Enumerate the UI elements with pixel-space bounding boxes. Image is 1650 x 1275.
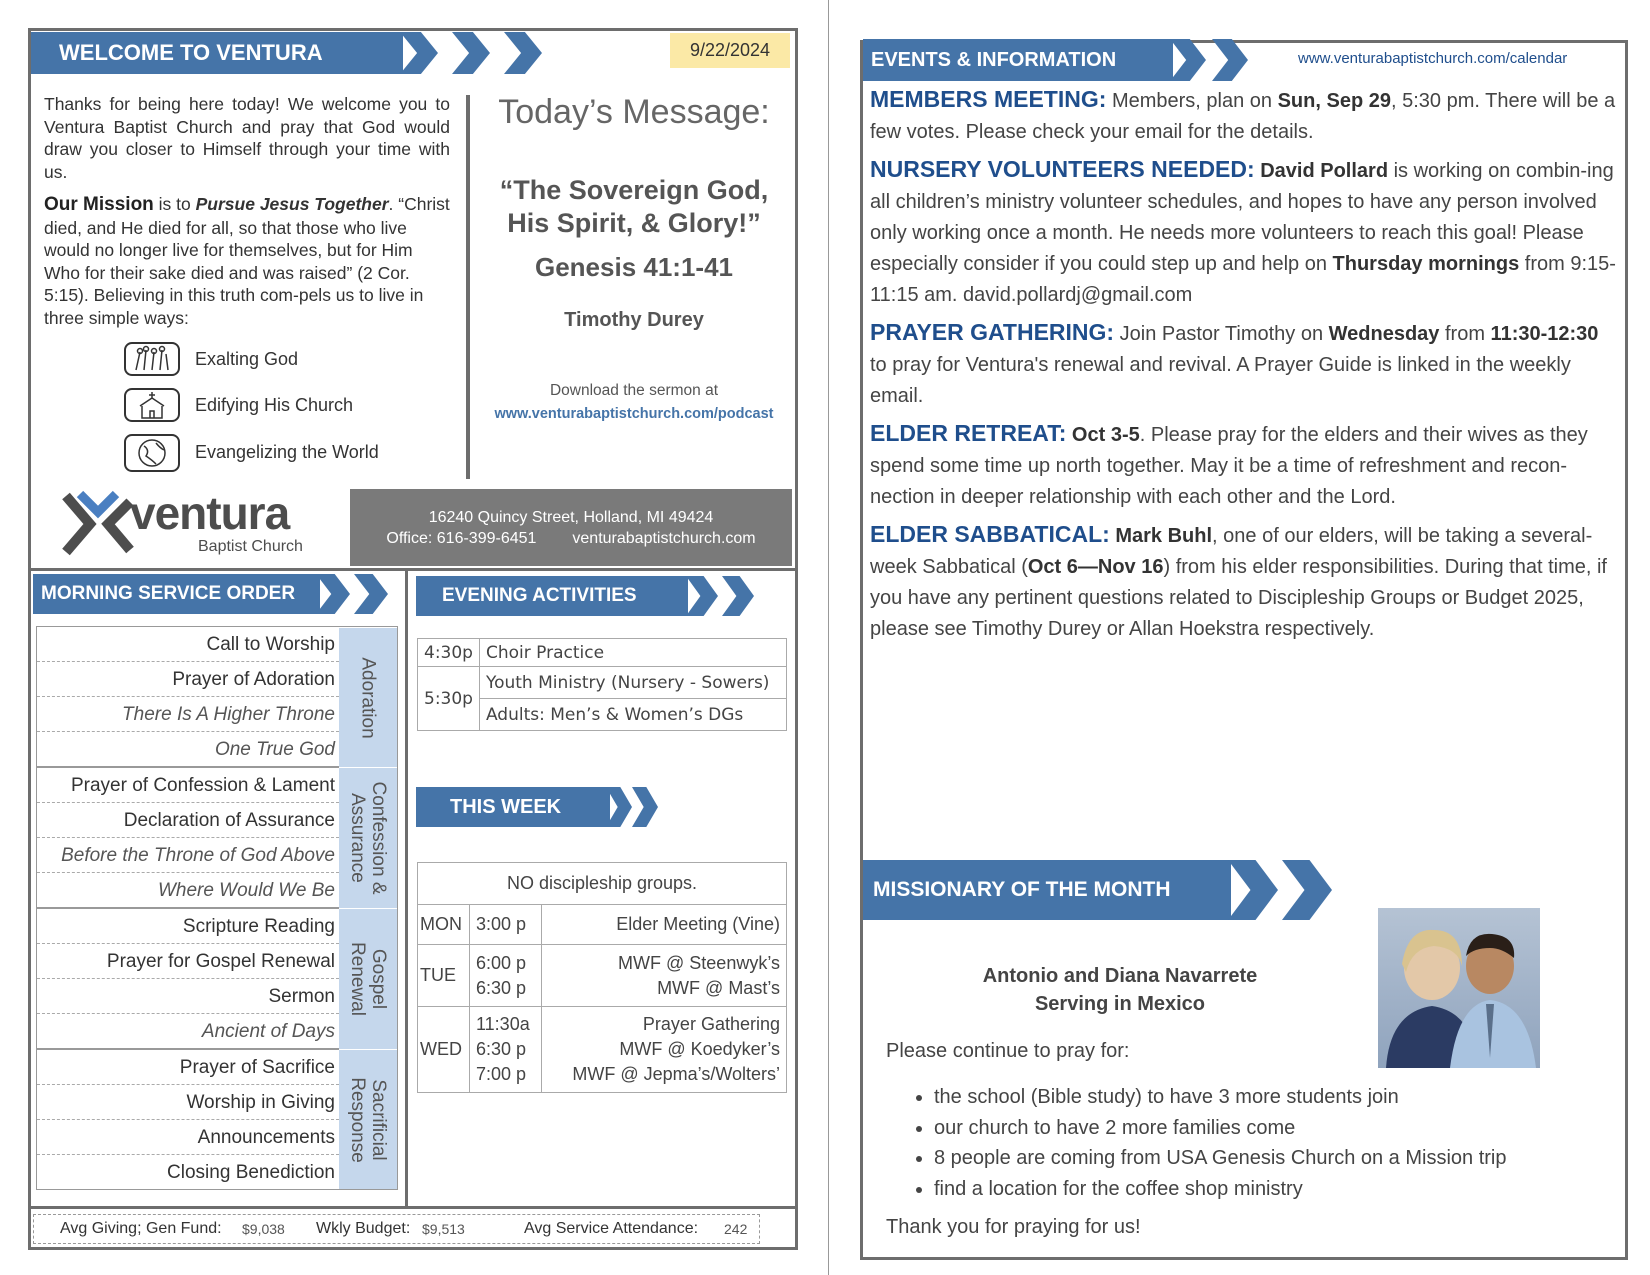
download-text: Download the sermon at [549,382,718,399]
table-row [418,1007,787,1093]
time-text: 3:00 p [476,914,527,934]
evening-table [417,638,787,731]
missionary-names-block [930,962,1310,1018]
this-week-table [417,862,787,1093]
event-text: Elder Meeting (Vine) [616,914,780,934]
event-text: ) from his elder responsibilities. During that time, if you have any pertinent questions related to Discipleship Groups or Budget 2025, please see Timothy Durey or Allan Hoekstra respectively. [870,556,1607,640]
time-cell: 5:30p [418,667,480,731]
event-cell [542,905,787,945]
message-block [476,93,792,422]
event-text: to pray for Ventura's renewal and revival. A Prayer Guide is linked in the weekly email. [870,354,1571,407]
event-text: MWF @ Mast’s [657,977,780,998]
event-text: Join Pastor Timothy on [1114,323,1329,345]
event-title: MEMBERS MEETING: [870,86,1107,112]
service-item: Prayer of Confession & Lament [37,768,339,803]
service-item: Closing Benediction [167,1162,335,1183]
divider [28,1206,798,1209]
service-item: Prayer for Gospel Renewal [37,944,339,979]
table-row [418,639,787,667]
mission-label: Our Mission [44,194,154,215]
table-row [418,945,787,1007]
prayer-list [910,1082,1550,1204]
list-item: • the school (Bible study) to have 3 more students join [934,1082,1550,1113]
this-week-header-text: THIS WEEK [450,795,562,818]
event-text: is working on combin-ing all children’s ministry volunteer schedules, and hopes to have any person involved only working once a month. He needs more volunteers to reach this goal! Please especially consider if you could step up and help on [870,160,1614,275]
time-cell: 4:30p [418,639,480,667]
activity-cell: Youth Ministry (Nursery - Sowers) [479,667,786,699]
closing-thanks: Thank you for praying for us! [886,1216,1141,1238]
event-title: PRAYER GATHERING: [870,319,1115,345]
time-text: 6:00 p [476,952,527,973]
event-text: from [1439,323,1491,345]
evening-header-text: EVENING ACTIVITIES [442,585,637,606]
mission-italic: Pursue Jesus Together [195,194,389,214]
missionary-header-text: MISSIONARY OF THE MONTH [873,878,1171,901]
event-highlight: Wednesday [1328,323,1440,345]
event-highlight: Thursday mornings [1332,253,1520,275]
service-item: Prayer of Sacrifice [37,1050,339,1085]
date-badge [670,33,790,68]
welcome-header-text: WELCOME TO VENTURA [59,40,323,65]
event-text: from 9:15-11:15 am. david.pollardj@gmail.com [870,253,1616,306]
globe-icon [124,434,180,472]
logo-sub: Baptist Church [198,538,303,555]
way-label: Exalting God [195,349,299,369]
event-cell [542,945,787,1007]
stats-bar [33,1214,760,1244]
mission-is: is to [153,194,196,214]
mission-statement [44,193,450,329]
group-label-text: Adoration [357,656,379,739]
event-text: MWF @ Koedyker’s [619,1039,780,1059]
this-week-header [416,787,610,827]
divider [405,570,408,1208]
day-cell: MON [418,905,470,945]
event-text: , one of our elders, will be taking a several-week Sabbatical ( [870,525,1593,578]
message-title-line1: “The Sovereign God, [499,175,769,205]
way-label: Evangelizing the World [195,442,379,462]
event-title: ELDER SABBATICAL: [870,521,1110,547]
group-label-confession [339,767,397,908]
time-text: 6:30 p [476,977,527,998]
events-header-text: EVENTS & INFORMATION [871,48,1117,71]
event-text: Prayer Gathering [642,1014,780,1034]
message-title-line2: His Spirit, & Glory!” [507,208,761,238]
prayer-intro: Please continue to pray for: [886,1040,1130,1062]
group-label-text: Sacrificial Response [347,1076,389,1163]
time-cell [470,905,542,945]
time-text: 6:30 p [476,1039,527,1059]
event-highlight: Sun, Sep 29 [1277,90,1391,112]
address: 16240 Quincy Street, Holland, MI 49424 [428,509,714,526]
group-label-sacrificial [339,1049,397,1189]
contact-box [350,489,792,566]
day-cell: WED [418,1007,470,1093]
list-item: • our church to have 2 more families come [934,1113,1550,1144]
event-item [870,519,1620,645]
song-item: Ancient of Days [37,1014,339,1049]
missionary-names: Antonio and Diana Navarrete [982,965,1258,987]
week-note: NO discipleship groups. [418,863,787,905]
service-item: Declaration of Assurance [37,803,339,838]
event-text: , 5:30 pm. There will be a few votes. Please check your email for the details. [870,90,1616,143]
podcast-link[interactable]: www.venturabaptistchurch.com/podcast [494,406,774,422]
message-scripture: Genesis 41:1-41 [534,252,733,282]
stat-value: $9,513 [422,1221,465,1237]
stat-label: Wkly Budget: [316,1220,411,1237]
message-heading: Today’s Message: [498,93,770,131]
event-item [870,154,1620,311]
service-order-header [33,574,320,614]
missionary-photo [1378,908,1540,1068]
event-cell [542,1007,787,1093]
event-highlight: Oct 6—Nov 16 [1027,556,1164,578]
time-cell [470,1007,542,1093]
service-item: Worship in Giving [37,1085,339,1120]
time-text: 7:00 p [476,1064,527,1084]
table-row [418,667,787,699]
welcome-intro: Thanks for being here today! We welcome you to Ventura Baptist Church and pray that God would draw you closer to Himself through your time with us. [44,94,450,182]
song-item: Before the Throne of God Above [37,838,339,873]
events-list [870,84,1620,651]
logo-name: ventura [130,487,290,539]
event-highlight: Mark Buhl [1115,525,1213,547]
event-highlight: David Pollard [1260,160,1389,182]
activity-cell: Choir Practice [479,639,786,667]
event-title: NURSERY VOLUNTEERS NEEDED: [870,156,1255,182]
time-cell [470,945,542,1007]
date-text: 9/22/2024 [689,40,771,60]
event-text: . Please pray for the elders and their wives as they spend some time up north together. May it be a time of refreshment and recon-nection in deeper relationship with each other and the Lord. [870,424,1588,508]
contact-line [350,528,792,549]
events-header [863,39,1173,81]
divider [466,95,470,479]
website[interactable]: venturabaptistchurch.com [572,530,756,547]
office-phone: Office: 616-399-6451 [386,530,537,547]
service-item: Prayer of Adoration [37,662,339,697]
missionary-header [863,860,1231,920]
list-item: • find a location for the coffee shop ministry [934,1174,1550,1205]
group-label-text: Gospel Renewal [347,942,389,1016]
event-title: ELDER RETREAT: [870,420,1067,446]
welcome-body [44,93,450,329]
group-label-adoration [339,627,397,767]
event-text: Members, plan on [1106,90,1278,112]
divider [28,568,798,571]
church-building-icon [124,388,180,422]
event-text: MWF @ Jepma’s/Wolters’ [572,1064,780,1084]
table-row [418,863,787,905]
event-highlight: Oct 3-5 [1071,424,1140,446]
calendar-link[interactable]: www.venturabaptistchurch.com/calendar [1298,50,1568,67]
service-order-table [36,626,398,1190]
way-label: Edifying His Church [195,395,354,415]
service-order-header-text: MORNING SERVICE ORDER [41,583,296,604]
event-item [870,418,1620,513]
song-item: Where Would We Be [37,873,339,908]
hands-raised-icon [124,342,180,376]
event-item [870,84,1620,148]
service-item: Call to Worship [37,627,339,662]
list-item: • 8 people are coming from USA Genesis Church on a Mission trip [934,1143,1550,1174]
stat-value: $9,038 [242,1221,285,1237]
service-item: Sermon [37,979,339,1014]
event-item [870,317,1620,412]
group-label-gospel [339,908,397,1049]
welcome-header [31,32,403,74]
service-item: Scripture Reading [37,909,339,944]
missionary-location: Serving in Mexico [1034,993,1206,1015]
message-speaker: Timothy Durey [564,309,704,331]
stat-label: Avg Giving; Gen Fund: [60,1220,222,1237]
time-text: 11:30a [476,1014,530,1034]
mission-text: . “Christ died, and He died for all, so that those who live would no longer live for themselves, but for Him Who for their sake died and was raised” (2 Cor. 5:15). Believing in this truth com-pels us to live in three simple ways: [44,194,450,328]
stat-label: Avg Service Attendance: [524,1220,699,1237]
page-fold [828,0,829,1275]
song-item: There Is A Higher Throne [37,697,339,732]
day-cell: TUE [418,945,470,1007]
service-item: Announcements [37,1120,339,1155]
table-row [418,905,787,945]
activity-cell: Adults: Men’s & Women’s DGs [479,699,786,731]
group-label-text: Confession & Assurance [347,781,389,895]
song-item: One True God [37,732,339,767]
event-highlight: 11:30-12:30 [1490,323,1599,345]
event-text: MWF @ Steenwyk’s [618,952,780,973]
evening-header [416,576,688,616]
ventura-logo [60,487,310,560]
logo-x-icon [60,490,140,560]
stat-value: 242 [724,1221,748,1237]
